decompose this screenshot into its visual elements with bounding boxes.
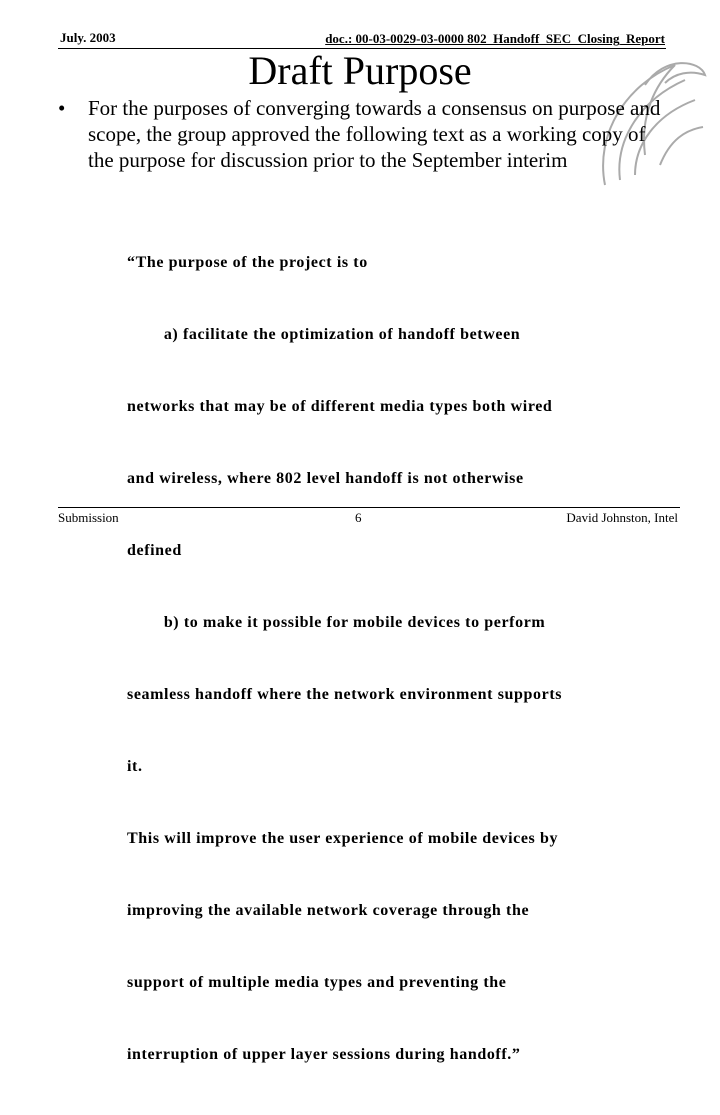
header-date: July. 2003 xyxy=(60,30,116,45)
quote-line: “The purpose of the project is to xyxy=(127,254,368,271)
quote-line: it. xyxy=(127,758,143,775)
quote-line: a) facilitate the optimization of handoff between xyxy=(127,326,521,343)
footer-divider xyxy=(58,507,680,508)
quote-line: interruption of upper layer sessions during handoff.” xyxy=(127,1046,521,1063)
footer-author: David Johnston, Intel xyxy=(566,510,678,525)
footer-submission: Submission xyxy=(58,510,119,525)
quote-line: improving the available network coverage through the xyxy=(127,902,530,919)
bullet-symbol: • xyxy=(58,96,66,120)
quote-line: support of multiple media types and preventing the xyxy=(127,974,507,991)
quote-line: This will improve the user experience of mobile devices by xyxy=(127,830,559,847)
quote-line: b) to make it possible for mobile devices to perform xyxy=(127,614,546,631)
bullet-text: For the purposes of converging towards a consensus on purpose and scope, the group approved the following text as a working copy of the purpose for discussion prior to the September interim xyxy=(88,96,661,172)
header-doc-reference: doc.: 00-03-0029-03-0000 802_Handoff_SEC_Closing_Report xyxy=(325,31,665,46)
quote-line: defined xyxy=(127,542,182,559)
purpose-quote xyxy=(127,203,657,1115)
page-number: 6 xyxy=(355,510,362,525)
quote-line: seamless handoff where the network environment supports xyxy=(127,686,563,703)
slide-title: Draft Purpose xyxy=(248,48,472,93)
quote-line: and wireless, where 802 level handoff is not otherwise xyxy=(127,470,524,487)
quote-line: networks that may be of different media types both wired xyxy=(127,398,553,415)
bullet-item xyxy=(58,95,670,173)
